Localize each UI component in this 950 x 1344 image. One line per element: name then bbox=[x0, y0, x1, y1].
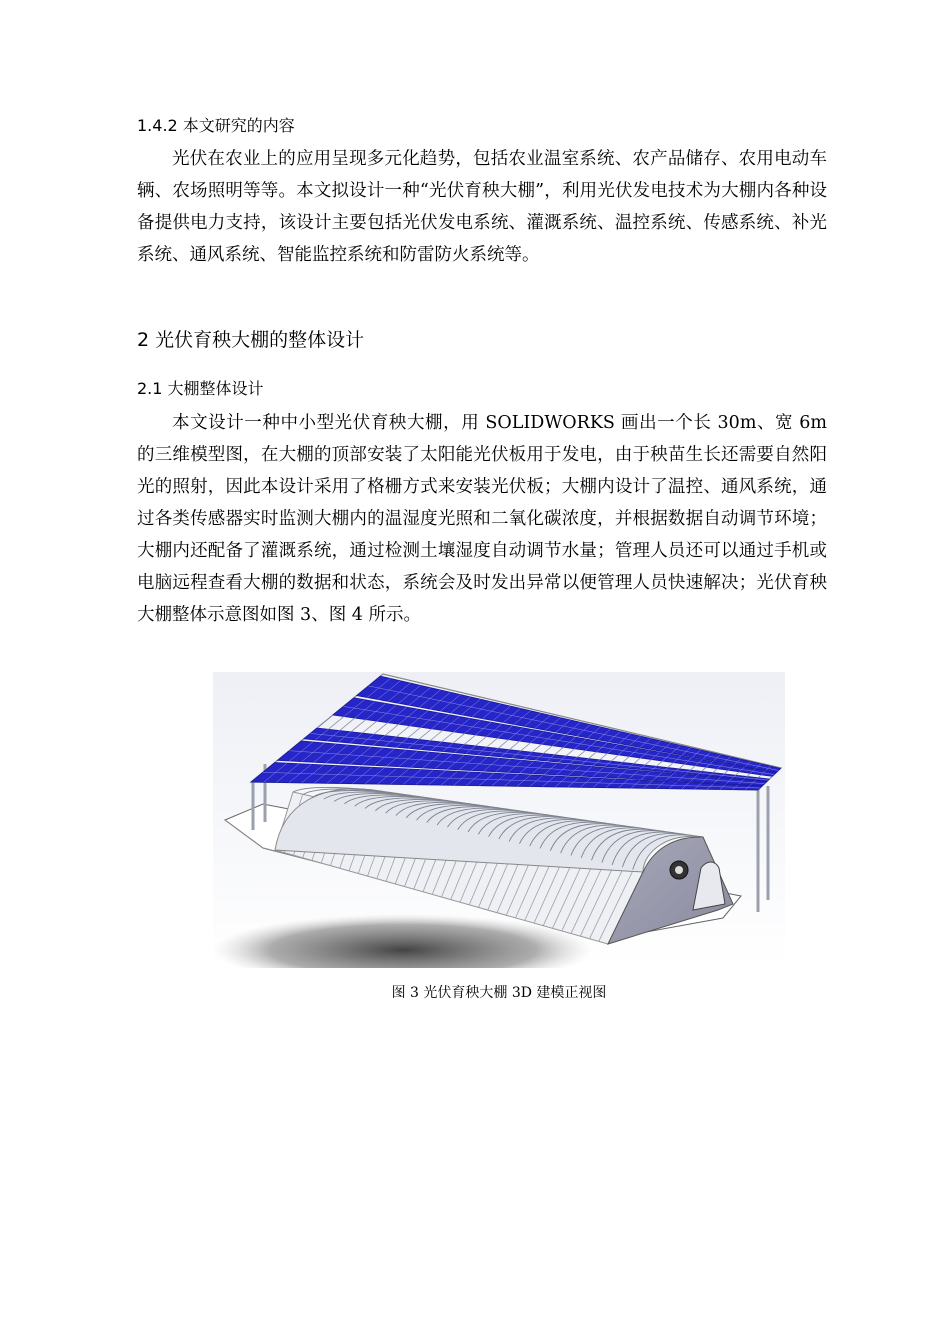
lattice-bar bbox=[758, 775, 761, 778]
lattice-bar bbox=[713, 769, 717, 773]
lattice-bar bbox=[351, 720, 366, 732]
section-2-1-paragraph: 本文设计一种中小型光伏育秧大棚，用 SOLIDWORKS 画出一个长 30m、宽 6m 的三维模型图，在大棚的顶部安装了太阳能光伏板用于发电，由于秧苗生长还需要自然阳光的照射，因此本设计采用了格栅方式来安装光伏板；大棚内设计了温控、通风系统，通过各类传感器实时监测大棚内的温湿度光照和二氧化碳浓度，并根据数据自动调节环境；大棚内还配备了灌溉系统，通过检测土壤湿度自动调节水量；管理人员还可以通过手机或电脑远程查看大棚的数据和状态，系统会及时发出异常以便管理人员快速解决；光伏育秧大棚整体示意图如图 3、图 4 所示。 bbox=[137, 413, 827, 625]
lattice-bar bbox=[622, 756, 629, 762]
lattice-bar bbox=[419, 729, 432, 740]
lattice-bar bbox=[611, 755, 618, 761]
pv-panel-array bbox=[251, 676, 781, 790]
section-heading-2-1: 2.1 大棚整体设计 bbox=[137, 379, 264, 398]
lattice-bar bbox=[702, 767, 707, 771]
greenhouse-3d-model-figure bbox=[213, 672, 785, 968]
lattice-bar bbox=[374, 723, 388, 735]
lattice-bar bbox=[634, 758, 641, 764]
lattice-bar bbox=[690, 766, 695, 770]
lattice-bar bbox=[441, 732, 453, 742]
lattice-bar bbox=[340, 718, 355, 730]
lattice-bar bbox=[656, 761, 662, 766]
lattice-bar bbox=[679, 764, 684, 769]
lattice-bar bbox=[736, 772, 740, 775]
lattice-bar bbox=[645, 759, 651, 764]
lattice-bar bbox=[464, 735, 476, 745]
lattice-bar bbox=[577, 750, 585, 757]
chapter-heading-2: 2 光伏育秧大棚的整体设计 bbox=[137, 329, 365, 351]
lattice-bar bbox=[317, 715, 333, 728]
section-heading-1-4-2: 1.4.2 本文研究的内容 bbox=[137, 116, 295, 135]
lattice-bar bbox=[668, 763, 674, 768]
lattice-bar bbox=[385, 724, 399, 735]
lattice-bar bbox=[396, 726, 410, 737]
lattice-bar bbox=[555, 747, 564, 755]
lattice-bar bbox=[521, 743, 531, 751]
lattice-bar bbox=[566, 749, 575, 756]
lattice-bar bbox=[509, 741, 519, 750]
lattice-bar bbox=[328, 717, 344, 730]
lattice-bar bbox=[589, 752, 597, 759]
greenhouse-3d-model-drawing bbox=[213, 672, 785, 968]
lattice-bar bbox=[430, 730, 443, 740]
lattice-bar bbox=[600, 753, 608, 760]
lattice-bar bbox=[362, 721, 377, 733]
figure-caption: 图 3 光伏育秧大棚 3D 建模正视图 bbox=[391, 985, 607, 1001]
lattice-bar bbox=[475, 737, 486, 746]
lattice-bar bbox=[724, 770, 728, 774]
lattice-bar bbox=[747, 773, 750, 776]
lattice-bar bbox=[770, 776, 773, 779]
lattice-bar bbox=[408, 727, 421, 738]
lattice-bar bbox=[487, 738, 498, 747]
lattice-bar bbox=[498, 740, 509, 749]
section-1-4-2-paragraph: 光伏在农业上的应用呈现多元化趋势，包括农业温室系统、农产品储存、农用电动车辆、农场照明等等。本文拟设计一种“光伏育秧大棚”，利用光伏发电技术为大棚内各种设备提供电力支持，该设计主要包括光伏发电系统、灌溉系统、温控系统、传感系统、补光系统、通风系统、智能监控系统和防雷防火系统等。 bbox=[137, 149, 827, 265]
lattice-bar bbox=[453, 733, 465, 743]
lattice-bar bbox=[532, 744, 542, 752]
lattice-bar bbox=[543, 746, 552, 754]
